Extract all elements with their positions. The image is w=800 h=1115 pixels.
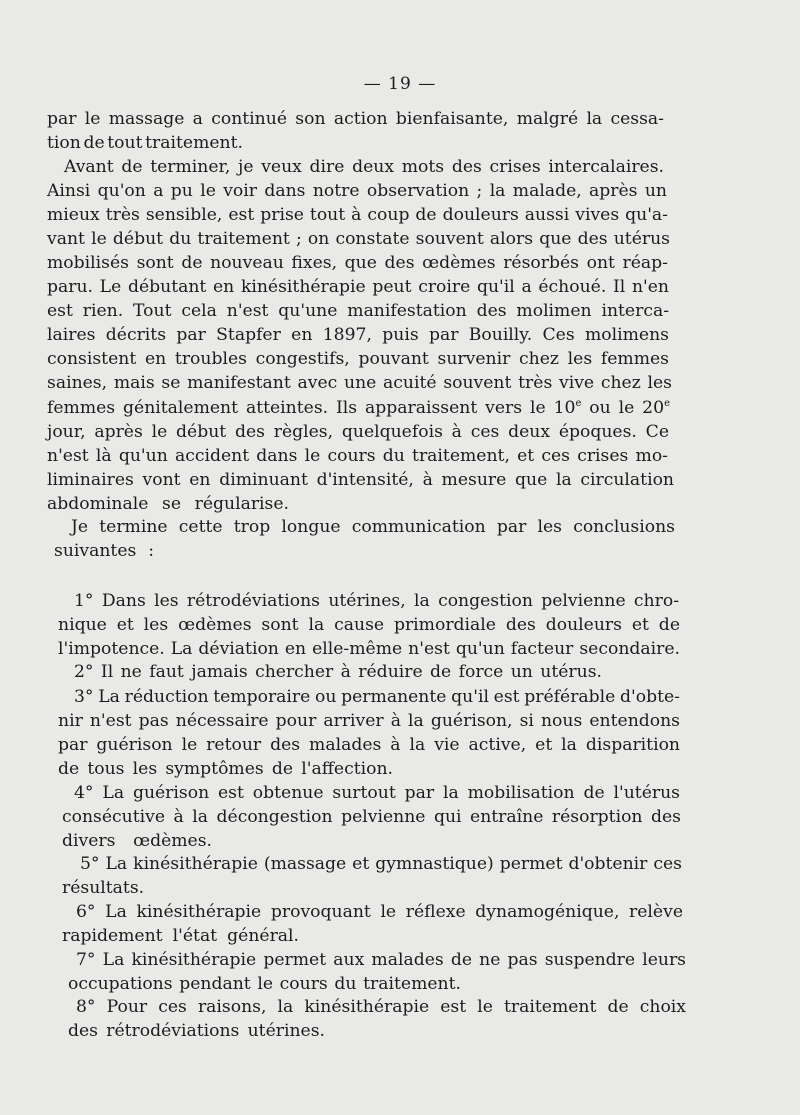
text-line: Je termine cette trop longue communication par les conclusions [71, 517, 675, 537]
text-line: par le massage a continué son action bienfaisante, malgré la cessa- [47, 109, 664, 129]
text-line: 3° La réduction temporaire ou permanente qu'il est préférable d'obte- [74, 687, 680, 707]
ordinal-suffix: e [664, 398, 670, 409]
ordinal-suffix: e [575, 398, 582, 409]
text-line: l'impotence. La déviation en elle-même n'est qu'un facteur secondaire. [58, 639, 680, 659]
text-line: saines, mais se manifestant avec une acuité souvent très vive chez les [47, 373, 672, 393]
text-line: résultats. [62, 878, 145, 898]
text-line: 2° Il ne faut jamais chercher à réduire de force un utérus. [74, 662, 602, 682]
text-line: vant le début du traitement ; on constate souvent alors que des utérus [47, 229, 670, 249]
text-line: occupations pendant le cours du traitement. [68, 974, 461, 994]
text-line: par guérison le retour des malades à la vie active, et la disparition [58, 735, 680, 755]
text-line: 8° Pour ces raisons, la kinésithérapie est le traitement de choix [76, 997, 686, 1017]
text-line: 5° La kinésithérapie (massage et gymnastique) permet d'obtenir ces [80, 854, 682, 874]
text-line: Ainsi qu'on a pu le voir dans notre observation ; la malade, après un [47, 181, 667, 201]
text-line: consistent en troubles congestifs, pouvant survenir chez les femmes [47, 349, 669, 369]
text-line: tion de tout traitement. [47, 133, 243, 153]
text-line: des rétrodéviations utérines. [68, 1021, 325, 1041]
text-line: suivantes : [54, 541, 154, 561]
text-line: liminaires vont en diminuant d'intensité, à mesure que la circulation [47, 470, 674, 490]
text-line: consécutive à la décongestion pelvienne qui entraîne résorption des [62, 807, 681, 827]
text-line: n'est là qu'un accident dans le cours du traitement, et ces crises mo- [47, 446, 668, 466]
text-line: divers œdèmes. [62, 831, 212, 851]
text-line: de tous les symptômes de l'affection. [58, 759, 393, 779]
text-line-start: femmes génitalement atteintes. Ils apparaissent vers le 10 [47, 398, 576, 418]
text-line [47, 397, 670, 419]
text-line: est rien. Tout cela n'est qu'une manifestation des molimen interca- [47, 301, 669, 321]
text-line: mobilisés sont de nouveau fixes, que des œdèmes résorbés ont réap- [47, 253, 668, 273]
text-line: 7° La kinésithérapie permet aux malades de ne pas suspendre leurs [76, 950, 686, 970]
page-number: — 19 — [363, 74, 437, 94]
text-line: Avant de terminer, je veux dire deux mots des crises intercalaires. [64, 157, 664, 177]
text-line: 4° La guérison est obtenue surtout par la mobilisation de l'utérus [74, 783, 680, 803]
text-line: rapidement l'état général. [62, 926, 299, 946]
text-line: nir n'est pas nécessaire pour arriver à la guérison, si nous entendons [58, 711, 680, 731]
text-line-mid: ou le 20 [581, 398, 665, 418]
text-line: 1° Dans les rétrodéviations utérines, la congestion pelvienne chro- [74, 591, 679, 611]
text-line: mieux très sensible, est prise tout à coup de douleurs aussi vives qu'a- [47, 205, 668, 225]
text-line: paru. Le débutant en kinésithérapie peut croire qu'il a échoué. Il n'en [47, 277, 669, 297]
text-line: nique et les œdèmes sont la cause primordiale des douleurs et de [58, 615, 680, 635]
text-line: abdominale se régularise. [47, 494, 289, 514]
text-line: 6° La kinésithérapie provoquant le réflexe dynamogénique, relève [76, 902, 683, 922]
text-line: laires décrits par Stapfer en 1897, puis par Bouilly. Ces molimens [47, 325, 669, 345]
text-line: jour, après le début des règles, quelquefois à ces deux époques. Ce [47, 422, 669, 442]
